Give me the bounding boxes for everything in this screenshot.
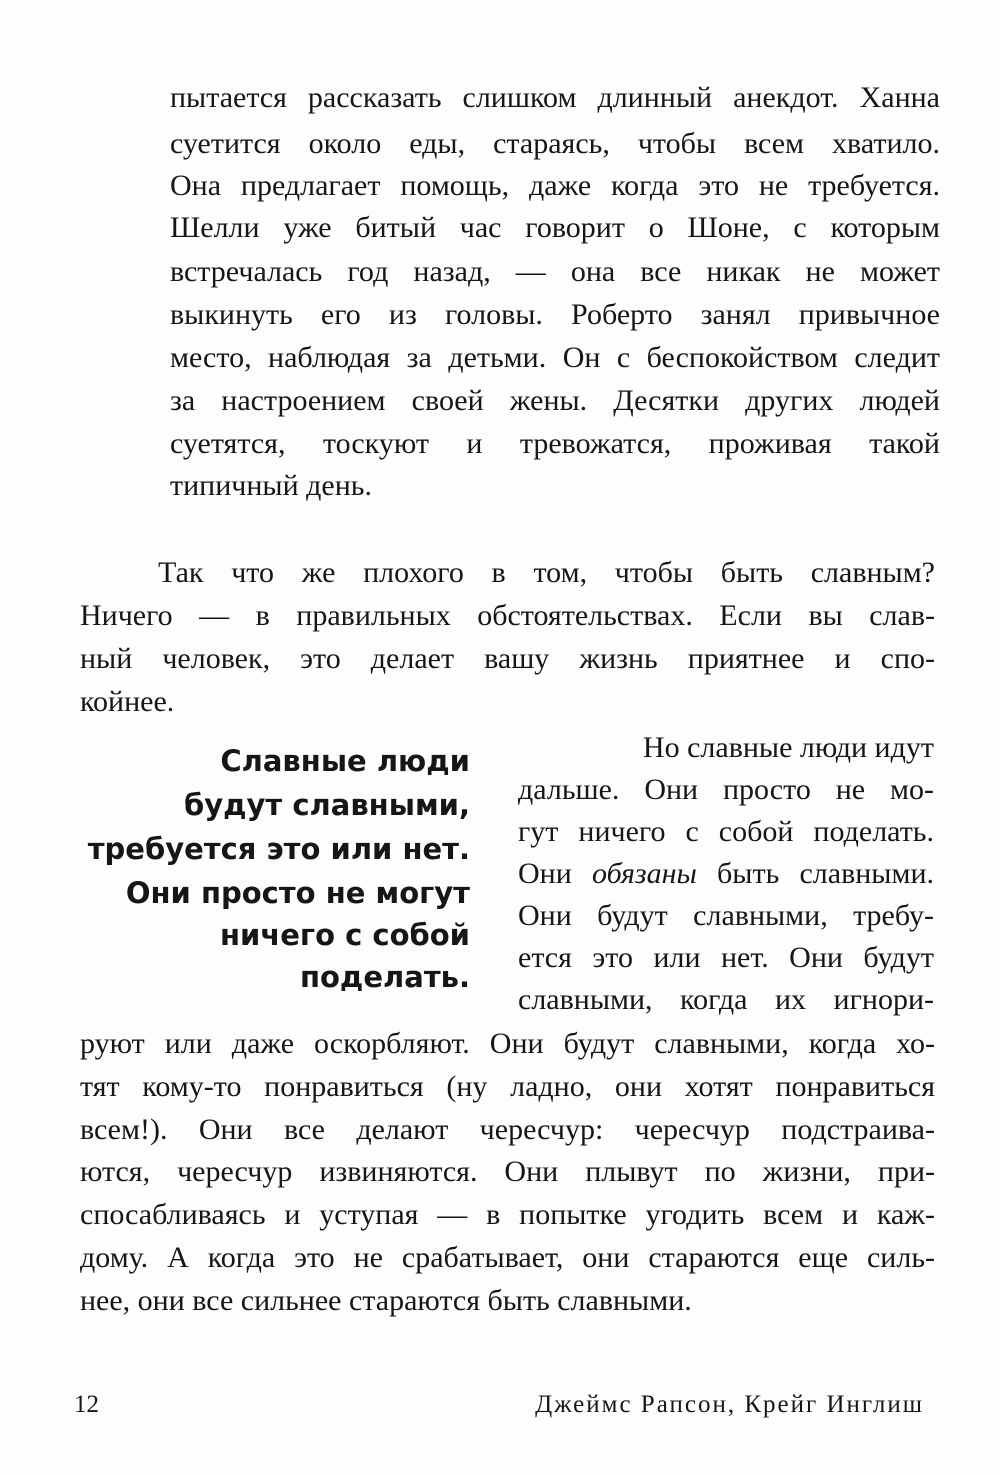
- body-line: ются, чересчур извиняются. Они плывут по жизни, при-: [80, 1155, 935, 1188]
- body-line: суетится около еды, стараясь, чтобы всем хватило.: [170, 127, 940, 160]
- body-line: пытается рассказать слишком длинный анекдот. Ханна: [170, 81, 940, 114]
- body-line: дому. А когда это не срабатывает, они стараются еще силь-: [80, 1241, 935, 1274]
- pull-quote-line: требуется это или нет.: [87, 832, 470, 866]
- body-line: Они будут славными, требу-: [518, 899, 934, 932]
- body-line: гут ничего с собой поделать.: [518, 815, 934, 848]
- pull-quote-line: Они просто не могут: [125, 876, 470, 910]
- body-line: место, наблюдая за детьми. Он с беспокойством следит: [170, 341, 940, 374]
- emphasis-text: обязаны: [592, 857, 697, 890]
- body-line: всем!). Они все делают чересчур: чересчур подстраива-: [80, 1113, 935, 1146]
- body-line: дальше. Они просто не мо-: [518, 773, 934, 806]
- page-number: 12: [74, 1391, 99, 1418]
- body-line: нее, они все сильнее стараются быть славными.: [80, 1284, 692, 1317]
- body-line: типичный день.: [170, 469, 372, 502]
- body-line: Так что же плохого в том, чтобы быть славным?: [158, 556, 935, 589]
- text-run: Они: [518, 857, 593, 890]
- pull-quote-line: ничего с собой: [220, 918, 470, 952]
- body-line: за настроением своей жены. Десятки других людей: [170, 384, 940, 417]
- text-run: быть славными.: [696, 857, 934, 890]
- body-line: выкинуть его из головы. Роберто занял привычное: [170, 298, 940, 331]
- body-line: койнее.: [80, 685, 175, 718]
- body-line: Но славные люди идут: [642, 731, 934, 764]
- body-line: тят кому-то понравиться (ну ладно, они хотят понравиться: [80, 1070, 935, 1103]
- pull-quote-line: поделать.: [299, 960, 470, 994]
- body-line: Шелли уже битый час говорит о Шоне, с которым: [170, 211, 940, 244]
- body-line: [518, 854, 934, 894]
- body-line: Ничего — в правильных обстоятельствах. Если вы слав-: [80, 599, 935, 632]
- running-footer-authors: Джеймс Рапсон, Крейг Инглиш: [535, 1391, 924, 1418]
- body-line: ется это или нет. Они будут: [518, 941, 934, 974]
- body-line: славными, когда их игнори-: [518, 983, 934, 1016]
- pull-quote-line: Славные люди: [220, 744, 470, 778]
- pull-quote-line: будут славными,: [183, 788, 470, 822]
- body-line: Она предлагает помощь, даже когда это не требуется.: [170, 169, 940, 202]
- body-line: суетятся, тоскуют и тревожатся, проживая такой: [170, 427, 940, 460]
- body-line: встречалась год назад, — она все никак не может: [170, 255, 940, 288]
- body-line: руют или даже оскорбляют. Они будут славными, когда хо-: [80, 1027, 935, 1060]
- body-line: спосабливаясь и уступая — в попытке угодить всем и каж-: [80, 1198, 935, 1231]
- body-line: ный человек, это делает вашу жизнь приятнее и спо-: [80, 642, 935, 675]
